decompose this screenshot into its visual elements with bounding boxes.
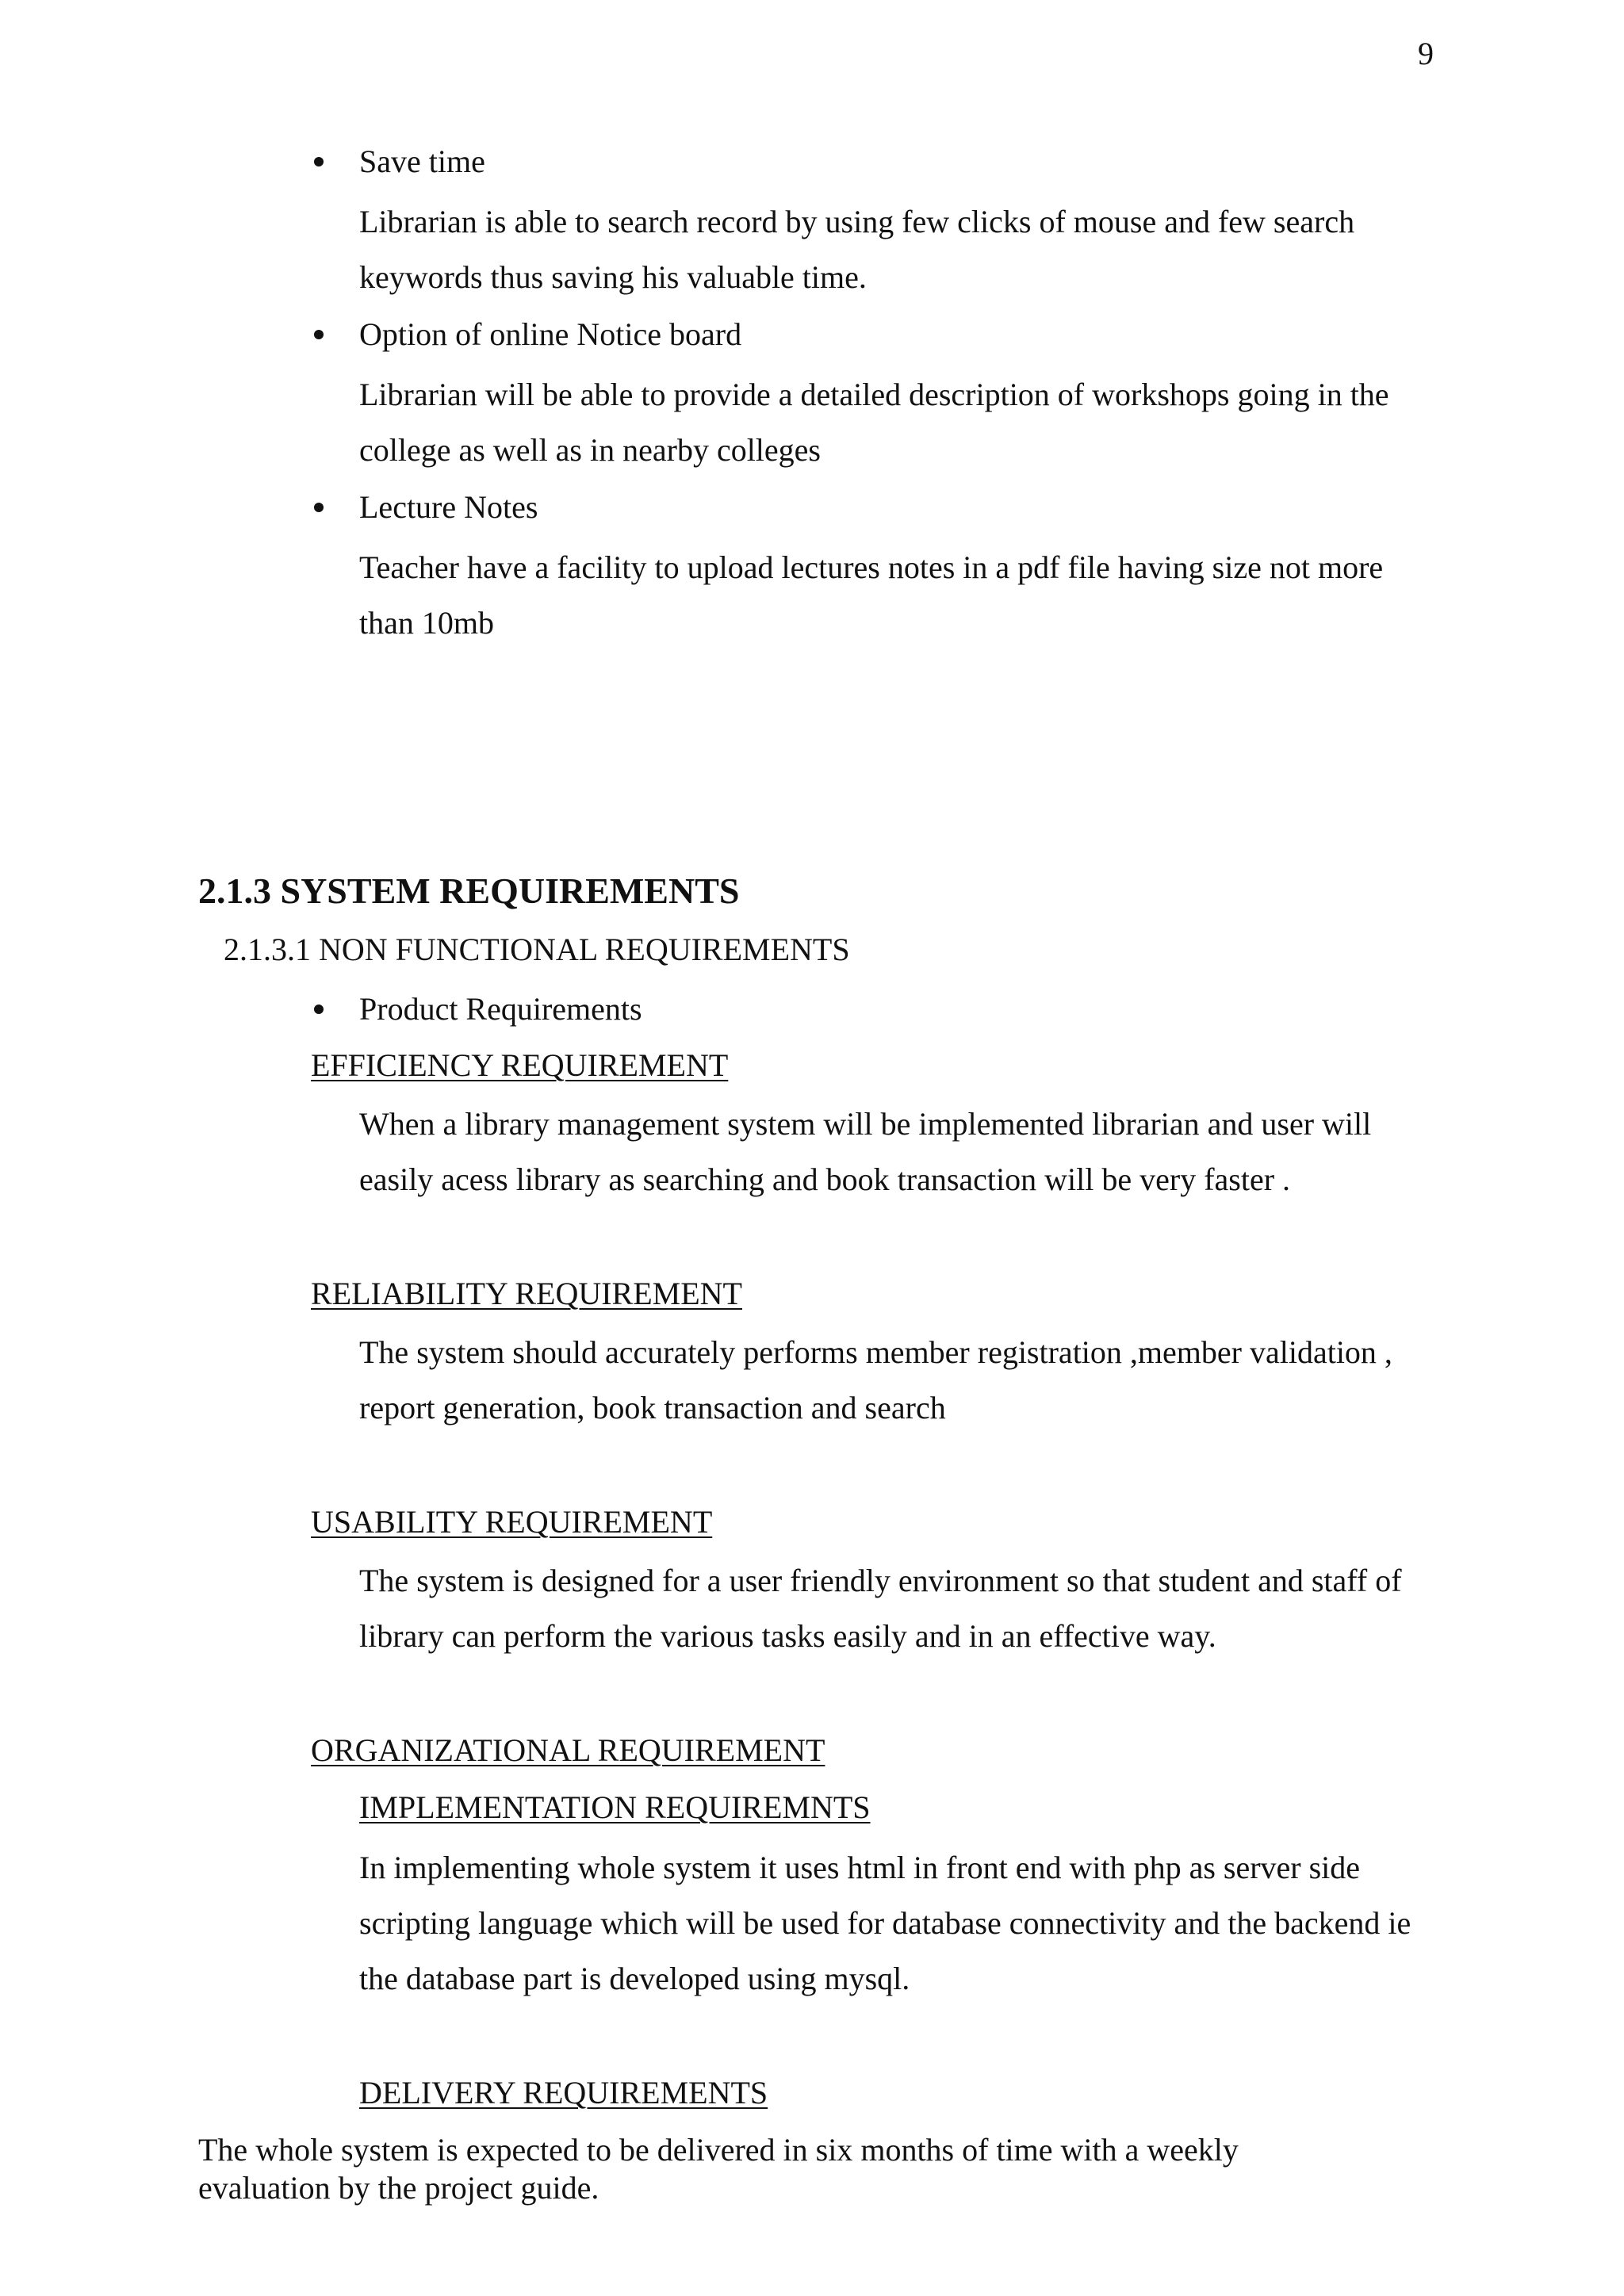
implementation-text-line: scripting language which will be used for database connectivity and the backend ie [359,1905,1411,1941]
usability-text-line: library can perform the various tasks easily and in an effective way. [359,1618,1216,1654]
feature-description-line: Teacher have a facility to upload lectures notes in a pdf file having size not more [359,549,1384,585]
feature-title: Option of online Notice board [359,316,742,352]
feature-description-line: than 10mb [359,605,494,641]
feature-description-line: Librarian will be able to provide a detailed description of workshops going in the [359,377,1389,412]
reliability-requirement-heading: RELIABILITY REQUIREMENT [311,1276,742,1311]
usability-requirement-heading: USABILITY REQUIREMENT [311,1504,713,1540]
implementation-text-line: In implementing whole system it uses html in front end with php as server side [359,1850,1361,1885]
feature-description-line: college as well as in nearby colleges [359,432,821,468]
feature-title: Save time [359,144,485,179]
bullet-icon [314,503,324,512]
product-requirements-bullet: Product Requirements [359,991,642,1027]
page-number: 9 [1418,36,1434,71]
bullet-icon [314,330,324,339]
delivery-text-line: evaluation by the project guide. [198,2170,599,2206]
bullet-icon [314,1004,324,1014]
reliability-text-line: report generation, book transaction and search [359,1390,946,1425]
subsection-heading: 2.1.3.1 NON FUNCTIONAL REQUIREMENTS [224,932,850,967]
reliability-text-line: The system should accurately performs member registration ,member validation , [359,1334,1392,1370]
usability-text-line: The system is designed for a user friendly environment so that student and staff of [359,1563,1402,1598]
section-heading: 2.1.3 SYSTEM REQUIREMENTS [198,871,740,911]
efficiency-text-line: easily acess library as searching and book transaction will be very faster . [359,1161,1291,1197]
organizational-requirement-heading: ORGANIZATIONAL REQUIREMENT [311,1732,825,1768]
delivery-text-line: The whole system is expected to be delivered in six months of time with a weekly [198,2132,1239,2168]
efficiency-text-line: When a library management system will be implemented librarian and user will [359,1106,1372,1142]
feature-title: Lecture Notes [359,489,538,525]
feature-description-line: Librarian is able to search record by using few clicks of mouse and few search [359,204,1355,239]
implementation-text-line: the database part is developed using mysql. [359,1961,910,1996]
implementation-requirements-heading: IMPLEMENTATION REQUIREMNTS [359,1789,871,1825]
delivery-requirements-heading: DELIVERY REQUIREMENTS [359,2075,768,2110]
efficiency-requirement-heading: EFFICIENCY REQUIREMENT [311,1047,729,1083]
feature-description-line: keywords thus saving his valuable time. [359,259,867,295]
bullet-icon [314,157,324,166]
